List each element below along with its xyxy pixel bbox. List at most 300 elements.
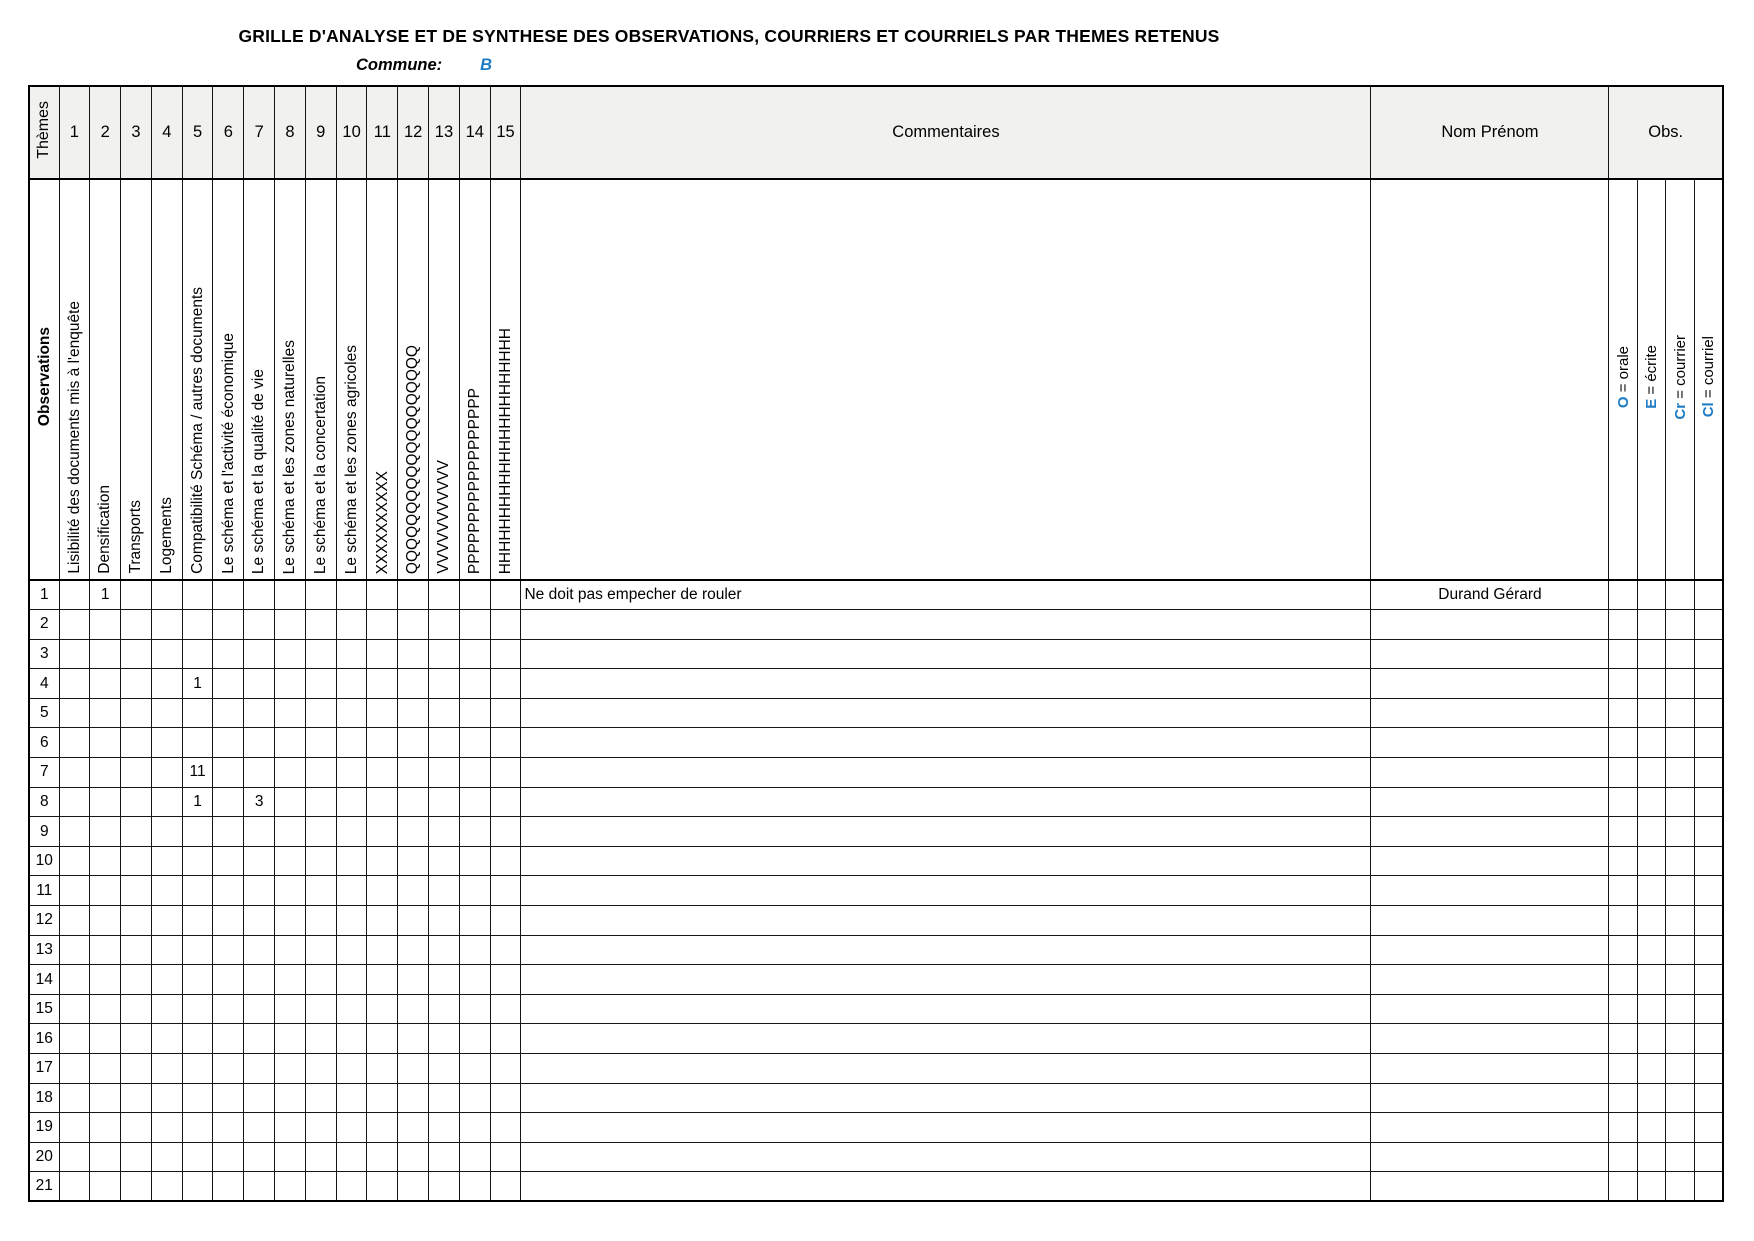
theme-value-cell-r19-c8 <box>275 1113 306 1143</box>
comment-cell-7 <box>521 758 1371 788</box>
theme-value-cell-r21-c14 <box>459 1172 490 1202</box>
obs-cell-r14-2 <box>1666 965 1695 995</box>
theme-value-cell-r12-c2 <box>90 906 121 936</box>
theme-label-cell-14 <box>459 179 490 580</box>
theme-value-cell-r19-c2 <box>90 1113 121 1143</box>
theme-value-cell-r8-c5: 1 <box>182 787 213 817</box>
theme-value-cell-r4-c5: 1 <box>182 669 213 699</box>
theme-value-cell-r13-c2 <box>90 935 121 965</box>
commentaires-blank-cell <box>521 179 1371 580</box>
obs-cell-r9-0 <box>1609 817 1638 847</box>
obs-cell-r16-3 <box>1694 1024 1723 1054</box>
theme-value-cell-r20-c11 <box>367 1142 398 1172</box>
theme-value-cell-r6-c13 <box>429 728 460 758</box>
theme-value-cell-r16-c5 <box>182 1024 213 1054</box>
obs-cell-r11-2 <box>1666 876 1695 906</box>
theme-value-cell-r2-c12 <box>398 610 429 640</box>
theme-value-cell-r21-c6 <box>213 1172 244 1202</box>
theme-value-cell-r13-c5 <box>182 935 213 965</box>
theme-value-cell-r19-c12 <box>398 1113 429 1143</box>
theme-value-cell-r6-c3 <box>121 728 152 758</box>
obs-cell-r6-3 <box>1694 728 1723 758</box>
row-number-17: 17 <box>29 1054 59 1084</box>
header-row-labels <box>29 179 1723 580</box>
obs-cell-r15-2 <box>1666 994 1695 1024</box>
name-cell-16 <box>1371 1024 1609 1054</box>
theme-value-cell-r8-c8 <box>275 787 306 817</box>
nom-prenom-blank-cell <box>1371 179 1609 580</box>
theme-value-cell-r5-c7 <box>244 698 275 728</box>
theme-label-2: Densification <box>96 485 114 574</box>
theme-value-cell-r2-c3 <box>121 610 152 640</box>
theme-value-cell-r8-c14 <box>459 787 490 817</box>
commune-line <box>356 56 492 75</box>
comment-cell-16 <box>521 1024 1371 1054</box>
theme-value-cell-r16-c14 <box>459 1024 490 1054</box>
obs-cell-r6-0 <box>1609 728 1638 758</box>
theme-value-cell-r9-c10 <box>336 817 367 847</box>
theme-value-cell-r16-c10 <box>336 1024 367 1054</box>
theme-value-cell-r19-c11 <box>367 1113 398 1143</box>
obs-cell-r5-1 <box>1637 698 1666 728</box>
theme-value-cell-r9-c13 <box>429 817 460 847</box>
theme-value-cell-r2-c15 <box>490 610 521 640</box>
theme-label-7: Le schéma et la qualité de vie <box>250 368 268 574</box>
theme-value-cell-r11-c7 <box>244 876 275 906</box>
theme-value-cell-r4-c15 <box>490 669 521 699</box>
theme-value-cell-r18-c1 <box>59 1083 90 1113</box>
name-cell-7 <box>1371 758 1609 788</box>
obs-cell-r8-2 <box>1666 787 1695 817</box>
theme-value-cell-r19-c1 <box>59 1113 90 1143</box>
theme-number-header-3: 3 <box>121 86 152 179</box>
theme-value-cell-r6-c2 <box>90 728 121 758</box>
row-number-13: 13 <box>29 935 59 965</box>
theme-value-cell-r4-c7 <box>244 669 275 699</box>
name-cell-13 <box>1371 935 1609 965</box>
row-number-18: 18 <box>29 1083 59 1113</box>
theme-value-cell-r1-c1 <box>59 580 90 610</box>
obs-cell-r10-2 <box>1666 846 1695 876</box>
obs-cell-r11-1 <box>1637 876 1666 906</box>
theme-value-cell-r18-c11 <box>367 1083 398 1113</box>
theme-value-cell-r6-c10 <box>336 728 367 758</box>
comment-cell-17 <box>521 1054 1371 1084</box>
name-cell-1: Durand Gérard <box>1371 580 1609 610</box>
obs-cell-r12-3 <box>1694 906 1723 936</box>
obs-cell-r1-1 <box>1637 580 1666 610</box>
obs-cell-r13-2 <box>1666 935 1695 965</box>
theme-label-13: VVVVVVVVVVV <box>435 460 453 574</box>
name-cell-14 <box>1371 965 1609 995</box>
commune-value: B <box>480 56 493 74</box>
theme-value-cell-r19-c15 <box>490 1113 521 1143</box>
name-cell-12 <box>1371 906 1609 936</box>
theme-value-cell-r5-c4 <box>151 698 182 728</box>
theme-value-cell-r7-c10 <box>336 758 367 788</box>
comment-cell-10 <box>521 846 1371 876</box>
theme-value-cell-r3-c14 <box>459 639 490 669</box>
obs-legend-cell-E <box>1637 179 1666 580</box>
theme-value-cell-r11-c1 <box>59 876 90 906</box>
theme-value-cell-r14-c8 <box>275 965 306 995</box>
theme-value-cell-r1-c15 <box>490 580 521 610</box>
obs-cell-r16-1 <box>1637 1024 1666 1054</box>
obs-cell-r5-2 <box>1666 698 1695 728</box>
row-number-10: 10 <box>29 846 59 876</box>
theme-value-cell-r12-c6 <box>213 906 244 936</box>
theme-number-header-10: 10 <box>336 86 367 179</box>
theme-value-cell-r15-c3 <box>121 994 152 1024</box>
theme-value-cell-r9-c14 <box>459 817 490 847</box>
obs-legend-label-O: O = orale <box>1614 345 1632 409</box>
theme-value-cell-r18-c15 <box>490 1083 521 1113</box>
page-title: GRILLE D'ANALYSE ET DE SYNTHESE DES OBSERVATIONS, COURRIERS ET COURRIELS PAR THEMES RETENUS <box>238 26 1220 46</box>
theme-value-cell-r3-c9 <box>305 639 336 669</box>
theme-value-cell-r16-c1 <box>59 1024 90 1054</box>
theme-value-cell-r15-c7 <box>244 994 275 1024</box>
theme-value-cell-r10-c12 <box>398 846 429 876</box>
theme-value-cell-r21-c2 <box>90 1172 121 1202</box>
row-number-8: 8 <box>29 787 59 817</box>
theme-value-cell-r21-c10 <box>336 1172 367 1202</box>
obs-cell-r21-0 <box>1609 1172 1638 1202</box>
theme-value-cell-r9-c3 <box>121 817 152 847</box>
theme-value-cell-r2-c9 <box>305 610 336 640</box>
theme-value-cell-r19-c6 <box>213 1113 244 1143</box>
theme-value-cell-r13-c13 <box>429 935 460 965</box>
theme-value-cell-r9-c15 <box>490 817 521 847</box>
theme-value-cell-r1-c7 <box>244 580 275 610</box>
theme-value-cell-r10-c15 <box>490 846 521 876</box>
theme-value-cell-r2-c8 <box>275 610 306 640</box>
theme-value-cell-r21-c15 <box>490 1172 521 1202</box>
theme-value-cell-r13-c8 <box>275 935 306 965</box>
theme-value-cell-r17-c14 <box>459 1054 490 1084</box>
theme-value-cell-r13-c7 <box>244 935 275 965</box>
theme-value-cell-r11-c9 <box>305 876 336 906</box>
theme-value-cell-r3-c11 <box>367 639 398 669</box>
obs-cell-r6-1 <box>1637 728 1666 758</box>
obs-cell-r12-1 <box>1637 906 1666 936</box>
header-row-numbers <box>29 86 1723 179</box>
theme-label-11: XXXXXXXXXX <box>373 470 391 574</box>
comment-cell-14 <box>521 965 1371 995</box>
comment-cell-19 <box>521 1113 1371 1143</box>
theme-value-cell-r14-c7 <box>244 965 275 995</box>
row-number-15: 15 <box>29 994 59 1024</box>
theme-value-cell-r11-c5 <box>182 876 213 906</box>
table-row-6 <box>29 728 1723 758</box>
theme-value-cell-r11-c3 <box>121 876 152 906</box>
obs-cell-r11-0 <box>1609 876 1638 906</box>
theme-value-cell-r2-c7 <box>244 610 275 640</box>
theme-value-cell-r7-c14 <box>459 758 490 788</box>
theme-value-cell-r1-c12 <box>398 580 429 610</box>
theme-value-cell-r1-c6 <box>213 580 244 610</box>
theme-value-cell-r20-c14 <box>459 1142 490 1172</box>
obs-cell-r14-0 <box>1609 965 1638 995</box>
theme-value-cell-r12-c10 <box>336 906 367 936</box>
theme-value-cell-r12-c1 <box>59 906 90 936</box>
theme-value-cell-r17-c8 <box>275 1054 306 1084</box>
row-number-12: 12 <box>29 906 59 936</box>
theme-value-cell-r4-c6 <box>213 669 244 699</box>
theme-value-cell-r15-c11 <box>367 994 398 1024</box>
theme-value-cell-r5-c2 <box>90 698 121 728</box>
comment-cell-18 <box>521 1083 1371 1113</box>
nom-prenom-header: Nom Prénom <box>1371 86 1609 179</box>
theme-value-cell-r14-c13 <box>429 965 460 995</box>
theme-value-cell-r14-c5 <box>182 965 213 995</box>
theme-value-cell-r7-c11 <box>367 758 398 788</box>
theme-value-cell-r14-c11 <box>367 965 398 995</box>
theme-value-cell-r4-c12 <box>398 669 429 699</box>
theme-value-cell-r2-c13 <box>429 610 460 640</box>
obs-cell-r7-0 <box>1609 758 1638 788</box>
theme-value-cell-r6-c15 <box>490 728 521 758</box>
theme-value-cell-r13-c12 <box>398 935 429 965</box>
theme-value-cell-r2-c6 <box>213 610 244 640</box>
theme-value-cell-r8-c1 <box>59 787 90 817</box>
theme-value-cell-r1-c5 <box>182 580 213 610</box>
theme-value-cell-r21-c7 <box>244 1172 275 1202</box>
theme-value-cell-r21-c9 <box>305 1172 336 1202</box>
obs-cell-r7-1 <box>1637 758 1666 788</box>
obs-cell-r16-0 <box>1609 1024 1638 1054</box>
theme-value-cell-r20-c9 <box>305 1142 336 1172</box>
obs-cell-r8-1 <box>1637 787 1666 817</box>
theme-value-cell-r14-c9 <box>305 965 336 995</box>
theme-value-cell-r14-c6 <box>213 965 244 995</box>
table-row-19 <box>29 1113 1723 1143</box>
theme-value-cell-r10-c13 <box>429 846 460 876</box>
theme-value-cell-r18-c9 <box>305 1083 336 1113</box>
theme-value-cell-r17-c15 <box>490 1054 521 1084</box>
theme-value-cell-r15-c5 <box>182 994 213 1024</box>
theme-value-cell-r11-c4 <box>151 876 182 906</box>
theme-value-cell-r18-c13 <box>429 1083 460 1113</box>
theme-value-cell-r6-c14 <box>459 728 490 758</box>
theme-value-cell-r7-c5: 11 <box>182 758 213 788</box>
theme-value-cell-r11-c11 <box>367 876 398 906</box>
theme-value-cell-r17-c3 <box>121 1054 152 1084</box>
theme-value-cell-r12-c7 <box>244 906 275 936</box>
theme-value-cell-r12-c14 <box>459 906 490 936</box>
theme-value-cell-r9-c7 <box>244 817 275 847</box>
name-cell-5 <box>1371 698 1609 728</box>
theme-value-cell-r15-c15 <box>490 994 521 1024</box>
theme-value-cell-r10-c1 <box>59 846 90 876</box>
theme-label-cell-13 <box>429 179 460 580</box>
theme-number-header-6: 6 <box>213 86 244 179</box>
table-row-20 <box>29 1142 1723 1172</box>
theme-value-cell-r3-c5 <box>182 639 213 669</box>
theme-value-cell-r14-c15 <box>490 965 521 995</box>
table-row-16 <box>29 1024 1723 1054</box>
theme-value-cell-r6-c7 <box>244 728 275 758</box>
theme-value-cell-r14-c2 <box>90 965 121 995</box>
theme-value-cell-r20-c10 <box>336 1142 367 1172</box>
theme-value-cell-r21-c3 <box>121 1172 152 1202</box>
obs-cell-r2-0 <box>1609 610 1638 640</box>
obs-cell-r7-2 <box>1666 758 1695 788</box>
theme-number-header-4: 4 <box>151 86 182 179</box>
theme-label-cell-7 <box>244 179 275 580</box>
theme-value-cell-r21-c12 <box>398 1172 429 1202</box>
theme-value-cell-r16-c13 <box>429 1024 460 1054</box>
observations-corner-header <box>29 179 59 580</box>
theme-value-cell-r8-c2 <box>90 787 121 817</box>
obs-cell-r13-0 <box>1609 935 1638 965</box>
table-row-8 <box>29 787 1723 817</box>
theme-value-cell-r16-c15 <box>490 1024 521 1054</box>
theme-value-cell-r7-c4 <box>151 758 182 788</box>
theme-value-cell-r13-c9 <box>305 935 336 965</box>
theme-value-cell-r14-c1 <box>59 965 90 995</box>
row-number-4: 4 <box>29 669 59 699</box>
obs-cell-r12-2 <box>1666 906 1695 936</box>
theme-value-cell-r7-c8 <box>275 758 306 788</box>
theme-value-cell-r4-c8 <box>275 669 306 699</box>
theme-value-cell-r2-c1 <box>59 610 90 640</box>
theme-value-cell-r9-c11 <box>367 817 398 847</box>
theme-value-cell-r13-c1 <box>59 935 90 965</box>
theme-value-cell-r12-c9 <box>305 906 336 936</box>
theme-number-header-9: 9 <box>305 86 336 179</box>
obs-cell-r10-0 <box>1609 846 1638 876</box>
theme-value-cell-r6-c8 <box>275 728 306 758</box>
theme-value-cell-r17-c2 <box>90 1054 121 1084</box>
obs-legend-cell-O <box>1609 179 1638 580</box>
theme-value-cell-r21-c1 <box>59 1172 90 1202</box>
theme-value-cell-r12-c15 <box>490 906 521 936</box>
table-row-2 <box>29 610 1723 640</box>
obs-cell-r20-0 <box>1609 1142 1638 1172</box>
theme-value-cell-r11-c13 <box>429 876 460 906</box>
theme-value-cell-r17-c11 <box>367 1054 398 1084</box>
table-row-7 <box>29 758 1723 788</box>
obs-cell-r5-3 <box>1694 698 1723 728</box>
row-number-1: 1 <box>29 580 59 610</box>
theme-value-cell-r20-c3 <box>121 1142 152 1172</box>
row-number-6: 6 <box>29 728 59 758</box>
theme-value-cell-r6-c6 <box>213 728 244 758</box>
theme-value-cell-r17-c10 <box>336 1054 367 1084</box>
theme-value-cell-r1-c9 <box>305 580 336 610</box>
theme-value-cell-r1-c8 <box>275 580 306 610</box>
row-number-19: 19 <box>29 1113 59 1143</box>
row-number-14: 14 <box>29 965 59 995</box>
theme-value-cell-r19-c3 <box>121 1113 152 1143</box>
theme-value-cell-r18-c5 <box>182 1083 213 1113</box>
table-row-12 <box>29 906 1723 936</box>
obs-cell-r11-3 <box>1694 876 1723 906</box>
theme-value-cell-r1-c4 <box>151 580 182 610</box>
comment-cell-8 <box>521 787 1371 817</box>
obs-cell-r3-0 <box>1609 639 1638 669</box>
theme-value-cell-r4-c11 <box>367 669 398 699</box>
name-cell-10 <box>1371 846 1609 876</box>
obs-cell-r20-1 <box>1637 1142 1666 1172</box>
theme-value-cell-r21-c11 <box>367 1172 398 1202</box>
obs-cell-r21-3 <box>1694 1172 1723 1202</box>
theme-value-cell-r16-c6 <box>213 1024 244 1054</box>
theme-value-cell-r4-c13 <box>429 669 460 699</box>
theme-value-cell-r20-c4 <box>151 1142 182 1172</box>
theme-number-header-1: 1 <box>59 86 90 179</box>
theme-value-cell-r8-c13 <box>429 787 460 817</box>
obs-cell-r2-1 <box>1637 610 1666 640</box>
obs-legend-label-E: E = écrite <box>1643 345 1661 409</box>
theme-value-cell-r10-c3 <box>121 846 152 876</box>
comment-cell-4 <box>521 669 1371 699</box>
theme-value-cell-r2-c14 <box>459 610 490 640</box>
obs-cell-r5-0 <box>1609 698 1638 728</box>
theme-value-cell-r4-c10 <box>336 669 367 699</box>
theme-value-cell-r9-c8 <box>275 817 306 847</box>
theme-value-cell-r19-c10 <box>336 1113 367 1143</box>
obs-cell-r3-2 <box>1666 639 1695 669</box>
theme-value-cell-r8-c10 <box>336 787 367 817</box>
table-row-3 <box>29 639 1723 669</box>
theme-label-5: Compatibilité Schéma / autres documents <box>188 287 206 574</box>
theme-value-cell-r7-c9 <box>305 758 336 788</box>
theme-value-cell-r13-c14 <box>459 935 490 965</box>
themes-corner-label: Thèmes <box>35 101 53 159</box>
theme-label-cell-6 <box>213 179 244 580</box>
theme-value-cell-r20-c6 <box>213 1142 244 1172</box>
theme-value-cell-r2-c11 <box>367 610 398 640</box>
theme-value-cell-r11-c15 <box>490 876 521 906</box>
theme-value-cell-r21-c5 <box>182 1172 213 1202</box>
theme-label-cell-10 <box>336 179 367 580</box>
comment-cell-21 <box>521 1172 1371 1202</box>
theme-value-cell-r8-c3 <box>121 787 152 817</box>
theme-value-cell-r18-c14 <box>459 1083 490 1113</box>
theme-value-cell-r5-c6 <box>213 698 244 728</box>
obs-cell-r15-1 <box>1637 994 1666 1024</box>
theme-value-cell-r20-c8 <box>275 1142 306 1172</box>
obs-legend-label-Cr: Cr = courrier <box>1671 334 1689 420</box>
theme-number-header-13: 13 <box>429 86 460 179</box>
table-row-17 <box>29 1054 1723 1084</box>
obs-cell-r1-0 <box>1609 580 1638 610</box>
obs-cell-r13-3 <box>1694 935 1723 965</box>
theme-value-cell-r18-c6 <box>213 1083 244 1113</box>
obs-cell-r18-0 <box>1609 1083 1638 1113</box>
row-number-2: 2 <box>29 610 59 640</box>
theme-number-header-12: 12 <box>398 86 429 179</box>
obs-legend-cell-Cr <box>1666 179 1695 580</box>
obs-cell-r15-3 <box>1694 994 1723 1024</box>
theme-label-6: Le schéma et l'activité économique <box>219 333 237 574</box>
theme-label-14: PPPPPPPPPPPPPPPPPP <box>466 387 483 574</box>
theme-value-cell-r19-c7 <box>244 1113 275 1143</box>
theme-label-15: HHHHHHHHHHHHHHHHHHHHHH <box>496 327 514 574</box>
comment-cell-13 <box>521 935 1371 965</box>
theme-number-header-15: 15 <box>490 86 521 179</box>
theme-value-cell-r16-c8 <box>275 1024 306 1054</box>
theme-value-cell-r20-c15 <box>490 1142 521 1172</box>
theme-label-9: Le schéma et la concertation <box>312 375 330 574</box>
theme-value-cell-r5-c10 <box>336 698 367 728</box>
theme-value-cell-r16-c3 <box>121 1024 152 1054</box>
comment-cell-12 <box>521 906 1371 936</box>
theme-value-cell-r7-c3 <box>121 758 152 788</box>
theme-value-cell-r5-c1 <box>59 698 90 728</box>
obs-cell-r10-3 <box>1694 846 1723 876</box>
